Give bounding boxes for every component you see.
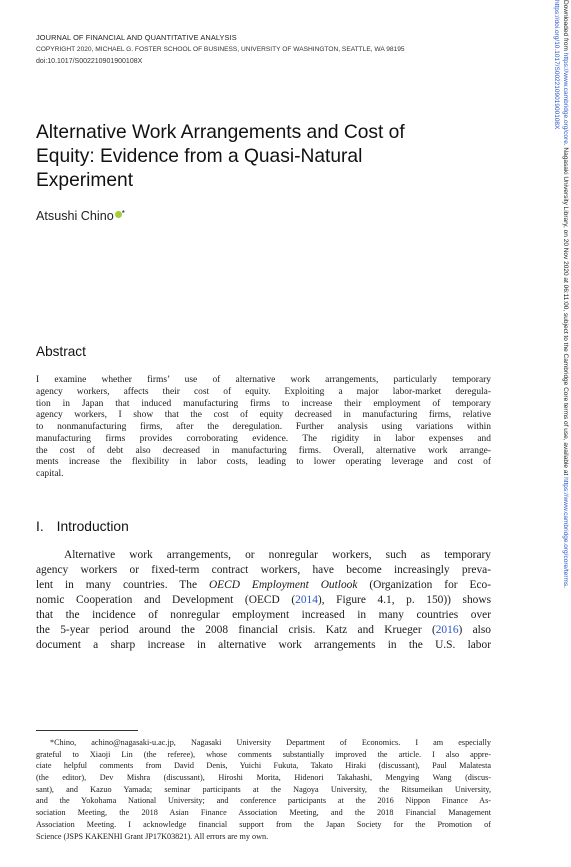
notice-text: Downloaded from — [562, 0, 569, 51]
body-line: document a sharp increase in alternative work arrangements in the U.S. labor — [36, 639, 491, 652]
footnote-line: grateful to Xiaoji Lin (the referee), whose comments substantially improved the article. I also appre- — [36, 749, 491, 759]
author-footnote-marker: * — [121, 209, 125, 218]
journal-name: JOURNAL OF FINANCIAL AND QUANTITATIVE ANALYSIS — [36, 33, 237, 42]
footnote-line: Association Meeting. I acknowledge financial support from the Japan Society for the Promotion of — [36, 819, 491, 829]
author-line — [36, 209, 125, 223]
notice-text: . Nagasaki University Library, on 20 Nov 2020 at 06:11:00, subject to the Cambridge Core terms of use, available at — [562, 143, 569, 476]
abstract-line: capital. — [36, 469, 64, 479]
section-title: Introduction — [56, 519, 129, 534]
cambridge-core-link[interactable]: https://www.cambridge.org/core — [562, 52, 569, 144]
footnote-line: sant), and Kazuo Yamada; seminar participants at the Nagoya University, the Ritsumeikan University, — [36, 784, 491, 794]
doi-link[interactable]: https://doi.org/10.1017/S002210901900108X — [553, 0, 560, 130]
abstract-line: tion in Japan that induced manufacturing firms to increase their employment of temporary — [36, 398, 491, 409]
footnote-line: and the Yokohama National University; and conference participants at the 2016 Nippon Finance As- — [36, 796, 491, 806]
citation-link[interactable]: 2014 — [295, 594, 318, 607]
body-text: lent in many countries. The — [36, 579, 198, 592]
body-text: (Organization for Eco- — [369, 579, 491, 592]
footnote-line: sociation Meeting, the 2018 Asian Finance Association Meeting, and the 2018 Financial Management — [36, 808, 491, 818]
body-text: nomic Cooperation and Development (OECD ( — [36, 594, 296, 607]
footnote-line: *Chino, achino@nagasaki-u.ac.jp, Nagasaki University Department of Economics. I am especially — [50, 738, 491, 747]
body-line: agency workers or fixed-term contract workers, have become increasingly preva- — [36, 564, 491, 577]
abstract-line: agency workers, I show that the cost of equity decreased in manufacturing firms, relative — [36, 410, 491, 421]
abstract-line: the cost of debt also decreased in manufacturing firms. Overall, alternative work arrange- — [36, 445, 491, 456]
abstract-heading: Abstract — [36, 344, 86, 359]
footnote-line: ciate helpful comments from David Denis, Yuichi Fukuta, Takato Hiraki (discussant), Paul Malatesta — [36, 761, 491, 771]
body-text: the 5-year period around the 2008 financial crisis. Katz and Krueger ( — [36, 624, 436, 637]
footnote-line: Science (JSPS KAKENHI Grant JP17K03821). All errors are my own. — [36, 831, 269, 841]
body-line — [36, 578, 491, 593]
terms-link[interactable]: https://www.cambridge.org/core/terms — [562, 477, 569, 587]
copyright-line: COPYRIGHT 2020, MICHAEL G. FOSTER SCHOOL OF BUSINESS, UNIVERSITY OF WASHINGTON, SEATTLE, WA 98195 — [36, 46, 405, 53]
introduction-body — [36, 548, 491, 653]
notice-text: . — [562, 586, 569, 588]
download-notice-strip — [552, 0, 571, 867]
body-line — [36, 593, 491, 608]
footnote-divider — [36, 730, 138, 731]
abstract-line: ments increase the flexibility in labor costs, leading to lower operating leverage and cost of — [36, 457, 491, 468]
title-line: Equity: Evidence from a Quasi-Natural — [36, 146, 363, 167]
abstract-line: agency workers, affects their cost of equity. Exploiting a major labor-market deregula- — [36, 386, 491, 397]
body-text: ), Figure 4.1, p. 150)) shows — [317, 594, 492, 607]
orcid-icon[interactable] — [115, 211, 122, 218]
cited-title: OECD Employment Outlook — [208, 579, 358, 592]
download-notice — [552, 0, 570, 588]
citation-link[interactable]: 2016 — [435, 624, 459, 637]
body-line: that the incidence of nonregular employment increased in many countries over — [36, 609, 491, 622]
article-title — [36, 121, 476, 193]
abstract-line: I examine whether firms’ use of alternative work arrangements, particularly temporary — [36, 375, 491, 385]
author-name: Atsushi Chino — [36, 209, 114, 223]
body-text: ) also — [458, 624, 491, 637]
download-notice-line — [561, 0, 570, 588]
body-line — [36, 623, 491, 638]
title-line: Experiment — [36, 170, 134, 191]
abstract-line: to nonmanufacturing firms, after the deregulation. Further analysis using variations within — [36, 422, 491, 432]
section-heading-introduction — [36, 519, 129, 534]
section-number: I. — [36, 519, 44, 534]
footnote-line: (the editor), Dev Mishra (discussant), Hiroshi Morita, Hidenori Takahashi, Mengying Wang (discus- — [36, 773, 491, 783]
abstract-body — [36, 375, 491, 481]
title-line: Alternative Work Arrangements and Cost of — [36, 122, 405, 143]
download-notice-line — [552, 0, 561, 588]
abstract-line: manufacturing firms provides corroborating evidence. The rigidity in labor expenses and — [36, 433, 491, 444]
author-footnote — [36, 737, 491, 842]
body-line: Alternative work arrangements, or nonregular workers, such as temporary — [64, 549, 491, 561]
doi-line: doi:10.1017/S002210901900108X — [36, 58, 143, 65]
